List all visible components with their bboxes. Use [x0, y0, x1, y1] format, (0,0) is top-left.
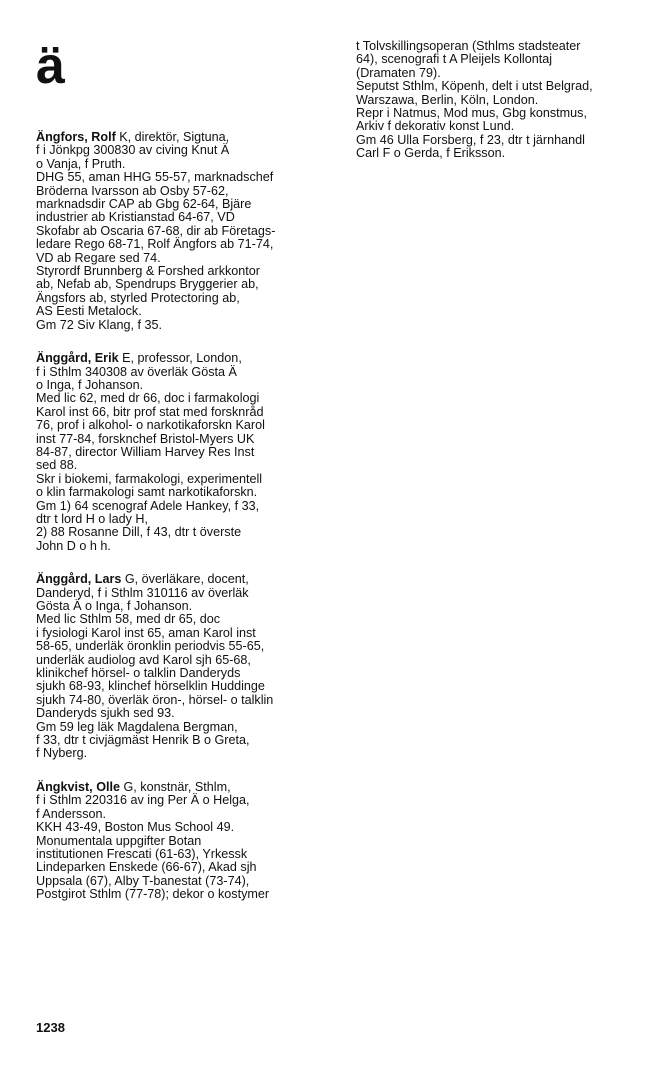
entry-line: sed 88. [36, 458, 78, 473]
entry-line: John D o h h. [36, 538, 111, 553]
entry-line: Bröderna Ivarsson ab Osby 57-62, [36, 183, 229, 198]
section-letter: ä [36, 37, 65, 95]
entry-line: institutionen Frescati (61-63), Yrkessk [36, 846, 248, 861]
entry-line: i fysiologi Karol inst 65, aman Karol inst [36, 625, 256, 640]
entry-line: marknadsdir CAP ab Gbg 62-64, Bjäre [36, 197, 252, 212]
entry-heading [36, 352, 336, 365]
entry-surname: Änggård, [36, 572, 92, 587]
entry-line: Styrordf Brunnberg & Forshed arkkontor [36, 264, 260, 279]
entry-line: Skofabr ab Oscaria 67-68, dir ab Företags- [36, 223, 276, 238]
entry-heading-rest: K, direktör, Sigtuna, [115, 130, 230, 144]
entry-line: underläk audiolog avd Karol sjh 65-68, [36, 652, 251, 667]
entry-line: klinikchef hörsel- o talklin Danderyds [36, 666, 241, 681]
entry-line: dtr t lord H o lady H, [36, 511, 148, 526]
entry-line: inst 77-84, forsknchef Bristol-Myers UK [36, 431, 255, 446]
entry-line: o klin farmakologi samt narkotikaforskn. [36, 485, 258, 500]
entry-line: 84-87, director William Harvey Res Inst [36, 444, 255, 459]
entry-surname: Ängfors, [36, 130, 88, 144]
biography-entry [36, 573, 336, 761]
entry-line: o Inga, f Johanson. [36, 377, 144, 392]
continuation-line: Repr i Natmus, Mod mus, Gbg konstmus, [356, 106, 587, 121]
entry-line: Danderyds sjukh sed 93. [36, 706, 175, 721]
entry-line: DHG 55, aman HHG 55-57, marknadschef [36, 170, 274, 185]
continuation-line: Gm 46 Ulla Forsberg, f 23, dtr t järnhandl [356, 132, 585, 147]
entry-line: sjukh 68-93, klinchef hörselklin Huddinge [36, 679, 265, 694]
entry-heading-rest: G, överläkare, docent, [121, 572, 249, 587]
entry-line: ledare Rego 68-71, Rolf Ängfors ab 71-74, [36, 237, 274, 252]
entry-heading [36, 781, 336, 794]
continuation-line: Warszawa, Berlin, Köln, London. [356, 92, 539, 107]
entry-heading [36, 131, 336, 144]
page-number: 1238 [36, 1020, 65, 1035]
entry-line: industrier ab Kristianstad 64-67, VD [36, 210, 235, 225]
entry-given-name: Lars [94, 572, 122, 587]
entry-line: Med lic 62, med dr 66, doc i farmakologi [36, 391, 260, 406]
biography-entry [36, 781, 336, 902]
entry-line: f i Sthlm 220316 av ing Per Ä o Helga, [36, 793, 250, 808]
entry-line: Skr i biokemi, farmakologi, experimentell [36, 471, 263, 486]
continuation-line: Arkiv f dekorativ konst Lund. [356, 119, 515, 134]
entry-line: f i Sthlm 340308 av överläk Gösta Ä [36, 364, 237, 379]
entry-line: Med lic Sthlm 58, med dr 65, doc [36, 612, 221, 627]
entry-line: Monumentala uppgifter Botan [36, 833, 202, 848]
entry-heading-rest: E, professor, London, [118, 351, 242, 366]
entry-given-name: Rolf [91, 130, 116, 144]
entry-line: 58-65, underläk öronklin periodvis 55-65, [36, 639, 265, 654]
entry-line: Gm 72 Siv Klang, f 35. [36, 317, 162, 332]
continuation-line: Seputst Sthlm, Köpenh, delt i utst Belgrad, [356, 79, 593, 94]
entry-line: Postgirot Sthlm (77-78); dekor o kostymer [36, 887, 270, 902]
entry-line: o Vanja, f Pruth. [36, 156, 126, 171]
entry-line: Gm 59 leg läk Magdalena Bergman, [36, 719, 238, 734]
entry-line: KKH 43-49, Boston Mus School 49. [36, 820, 235, 835]
entry-line: f 33, dtr t civjägmäst Henrik B o Greta, [36, 733, 250, 748]
entry-line: f Nyberg. [36, 746, 88, 761]
entry-line: f i Jönkpg 300830 av civing Knut Ä [36, 143, 230, 158]
biography-entry [36, 131, 336, 332]
entry-line: Uppsala (67), Alby T-banestat (73-74), [36, 873, 250, 888]
entry-surname: Ängkvist, [36, 779, 93, 794]
continuation-line: Carl F o Gerda, f Eriksson. [356, 146, 506, 161]
entry-given-name: Erik [94, 351, 119, 366]
entry-line: AS Eesti Metalock. [36, 304, 142, 319]
left-column [36, 131, 336, 922]
continuation-line: t Tolvskillingsoperan (Sthlms stadsteater [356, 39, 581, 53]
entry-line: 2) 88 Rosanne Dill, f 43, dtr t överste [36, 525, 242, 540]
entry-line: Karol inst 66, bitr prof stat med forsknråd [36, 404, 264, 419]
continuation-line: (Dramaten 79). [356, 65, 441, 80]
entry-line: Gm 1) 64 scenograf Adele Hankey, f 33, [36, 498, 260, 513]
entry-heading [36, 573, 336, 586]
entry-line: sjukh 74-80, överläk öron-, hörsel- o talklin [36, 692, 274, 707]
biography-entry [36, 352, 336, 553]
entry-line: Gösta Ä o Inga, f Johanson. [36, 599, 193, 613]
entry-line: 76, prof i alkohol- o narkotikaforskn Karol [36, 418, 265, 433]
continuation-line: 64), scenografi t A Pleijels Kollontaj [356, 52, 553, 67]
entry-line: Lindeparken Enskede (66-67), Akad sjh [36, 860, 257, 875]
entry-line: ab, Nefab ab, Spendrups Bryggerier ab, [36, 277, 259, 292]
entry-line: Ängsfors ab, styrled Protectoring ab, [36, 290, 240, 305]
entry-line: Danderyd, f i Sthlm 310116 av överläk [36, 585, 249, 600]
entry-line: f Andersson. [36, 806, 107, 821]
entry-given-name: Olle [96, 779, 120, 794]
entry-heading-rest: G, konstnär, Sthlm, [120, 779, 231, 794]
entry-line: VD ab Regare sed 74. [36, 250, 161, 265]
entry-surname: Änggård, [36, 351, 92, 366]
right-column [356, 40, 656, 161]
